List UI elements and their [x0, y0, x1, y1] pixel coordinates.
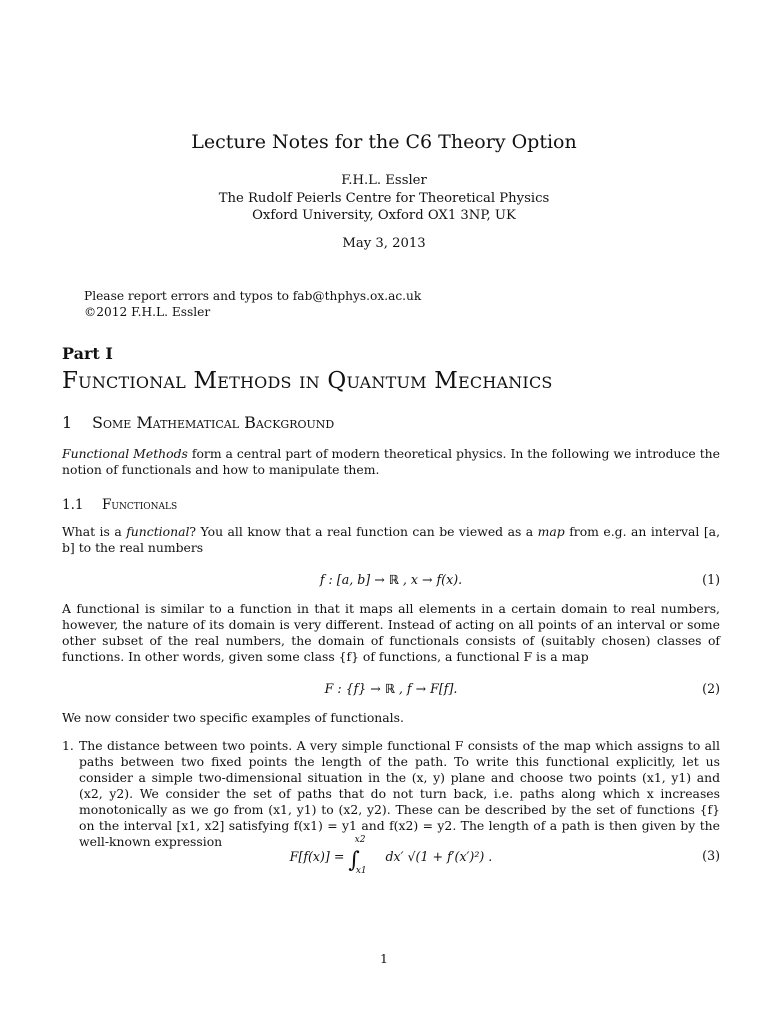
- p2-text-b: ? You all know that a real function can be viewed as a: [189, 524, 538, 539]
- document-title: Lecture Notes for the C6 Theory Option: [191, 131, 577, 153]
- author-name: F.H.L. Essler: [341, 173, 427, 188]
- integral-lower-limit: x1: [355, 865, 367, 876]
- intro-text: form a central part of modern theoretical physics. In the following we introduce the notion of functionals and how to manipulate them.: [62, 446, 720, 477]
- examples-intro-paragraph: We now consider two specific examples of functionals.: [62, 710, 404, 725]
- subsection-title: Functionals: [102, 497, 178, 513]
- integral-upper-limit: x2: [354, 834, 366, 845]
- copyright-notice: ©2012 F.H.L. Essler: [84, 304, 211, 319]
- list-item-1-text: The distance between two points. A very simple functional F consists of the map which assigns to all paths between two fixed points the length of the path. To write this functional explicitly, let us consider a simple two-dimensional situation in the (x, y) plane and choose two points (x1, y1) and (x2, y2). We consider the set of paths that do not turn back, i.e. paths along which x increases monotonically as we go from (x1, y1) to (x2, y2). These can be described by the set of functions {f} on the interval [x1, x2] satisfying f(x1) = y1 and f(x2) = y2. The length of a path is then given by the well-known expression: [79, 738, 720, 849]
- subsection-heading: [62, 497, 177, 513]
- part-label: Part I: [62, 344, 113, 363]
- eq2-reals: ℝ: [384, 681, 395, 696]
- integral-sign: ∫: [348, 848, 360, 873]
- equation-1-body: [62, 572, 720, 587]
- functional-question-paragraph: [62, 524, 720, 556]
- intro-paragraph: [62, 446, 720, 478]
- eq1-reals: ℝ: [388, 572, 399, 587]
- eq2-rhs: , f → F[f].: [394, 681, 458, 696]
- notice-block: [84, 289, 421, 320]
- p2-text-c: from e.g. an interval [a, b] to the real numbers: [62, 524, 721, 555]
- equation-2-number: (2): [702, 681, 720, 696]
- document-date: May 3, 2013: [342, 236, 426, 251]
- eq3-lhs: F[f(x)] =: [289, 849, 349, 864]
- functional-definition-paragraph: A functional is similar to a function in that it maps all elements in a certain domain to real numbers, however, the nature of its domain is very different. Instead of acting on all points of an interval or some other subset of the real numbers, the domain of functionals consists of (suitably chosen) classes of functions. In other words, given some class {f} of functions, a functional F is a map: [62, 601, 720, 664]
- errors-notice: Please report errors and typos to fab@thphys.ox.ac.uk: [84, 289, 422, 303]
- list-item-1-number: 1.: [62, 738, 74, 753]
- p2-emphasis-functional: functional: [126, 524, 190, 539]
- equation-1-number: (1): [702, 572, 720, 587]
- author-affiliation-line-2: Oxford University, Oxford OX1 3NP, UK: [252, 208, 516, 223]
- p2-text-a: What is a: [62, 524, 127, 539]
- intro-emphasis: Functional Methods: [62, 446, 188, 461]
- section-number: 1: [62, 413, 73, 432]
- equation-3-body: [62, 834, 720, 876]
- section-heading: [62, 413, 334, 432]
- equation-3-number: (3): [702, 848, 720, 863]
- author-block: [0, 172, 768, 225]
- list-item-1: [62, 738, 720, 850]
- author-affiliation-line-1: The Rudolf Peierls Centre for Theoretical Physics: [218, 190, 550, 206]
- equation-2-body: [62, 681, 720, 696]
- subsection-number: 1.1: [62, 497, 84, 513]
- p2-emphasis-map: map: [537, 524, 565, 539]
- part-title: Functional Methods in Quantum Mechanics: [62, 368, 553, 394]
- eq2-lhs: F : {f} →: [324, 681, 385, 696]
- eq1-rhs: , x → f(x).: [398, 572, 463, 587]
- eq3-rhs: dx′ √(1 + f′(x′)²) .: [381, 849, 493, 864]
- section-title: Some Mathematical Background: [92, 413, 335, 432]
- page-number: 1: [380, 951, 388, 966]
- eq1-lhs: f : [a, b] →: [319, 572, 389, 587]
